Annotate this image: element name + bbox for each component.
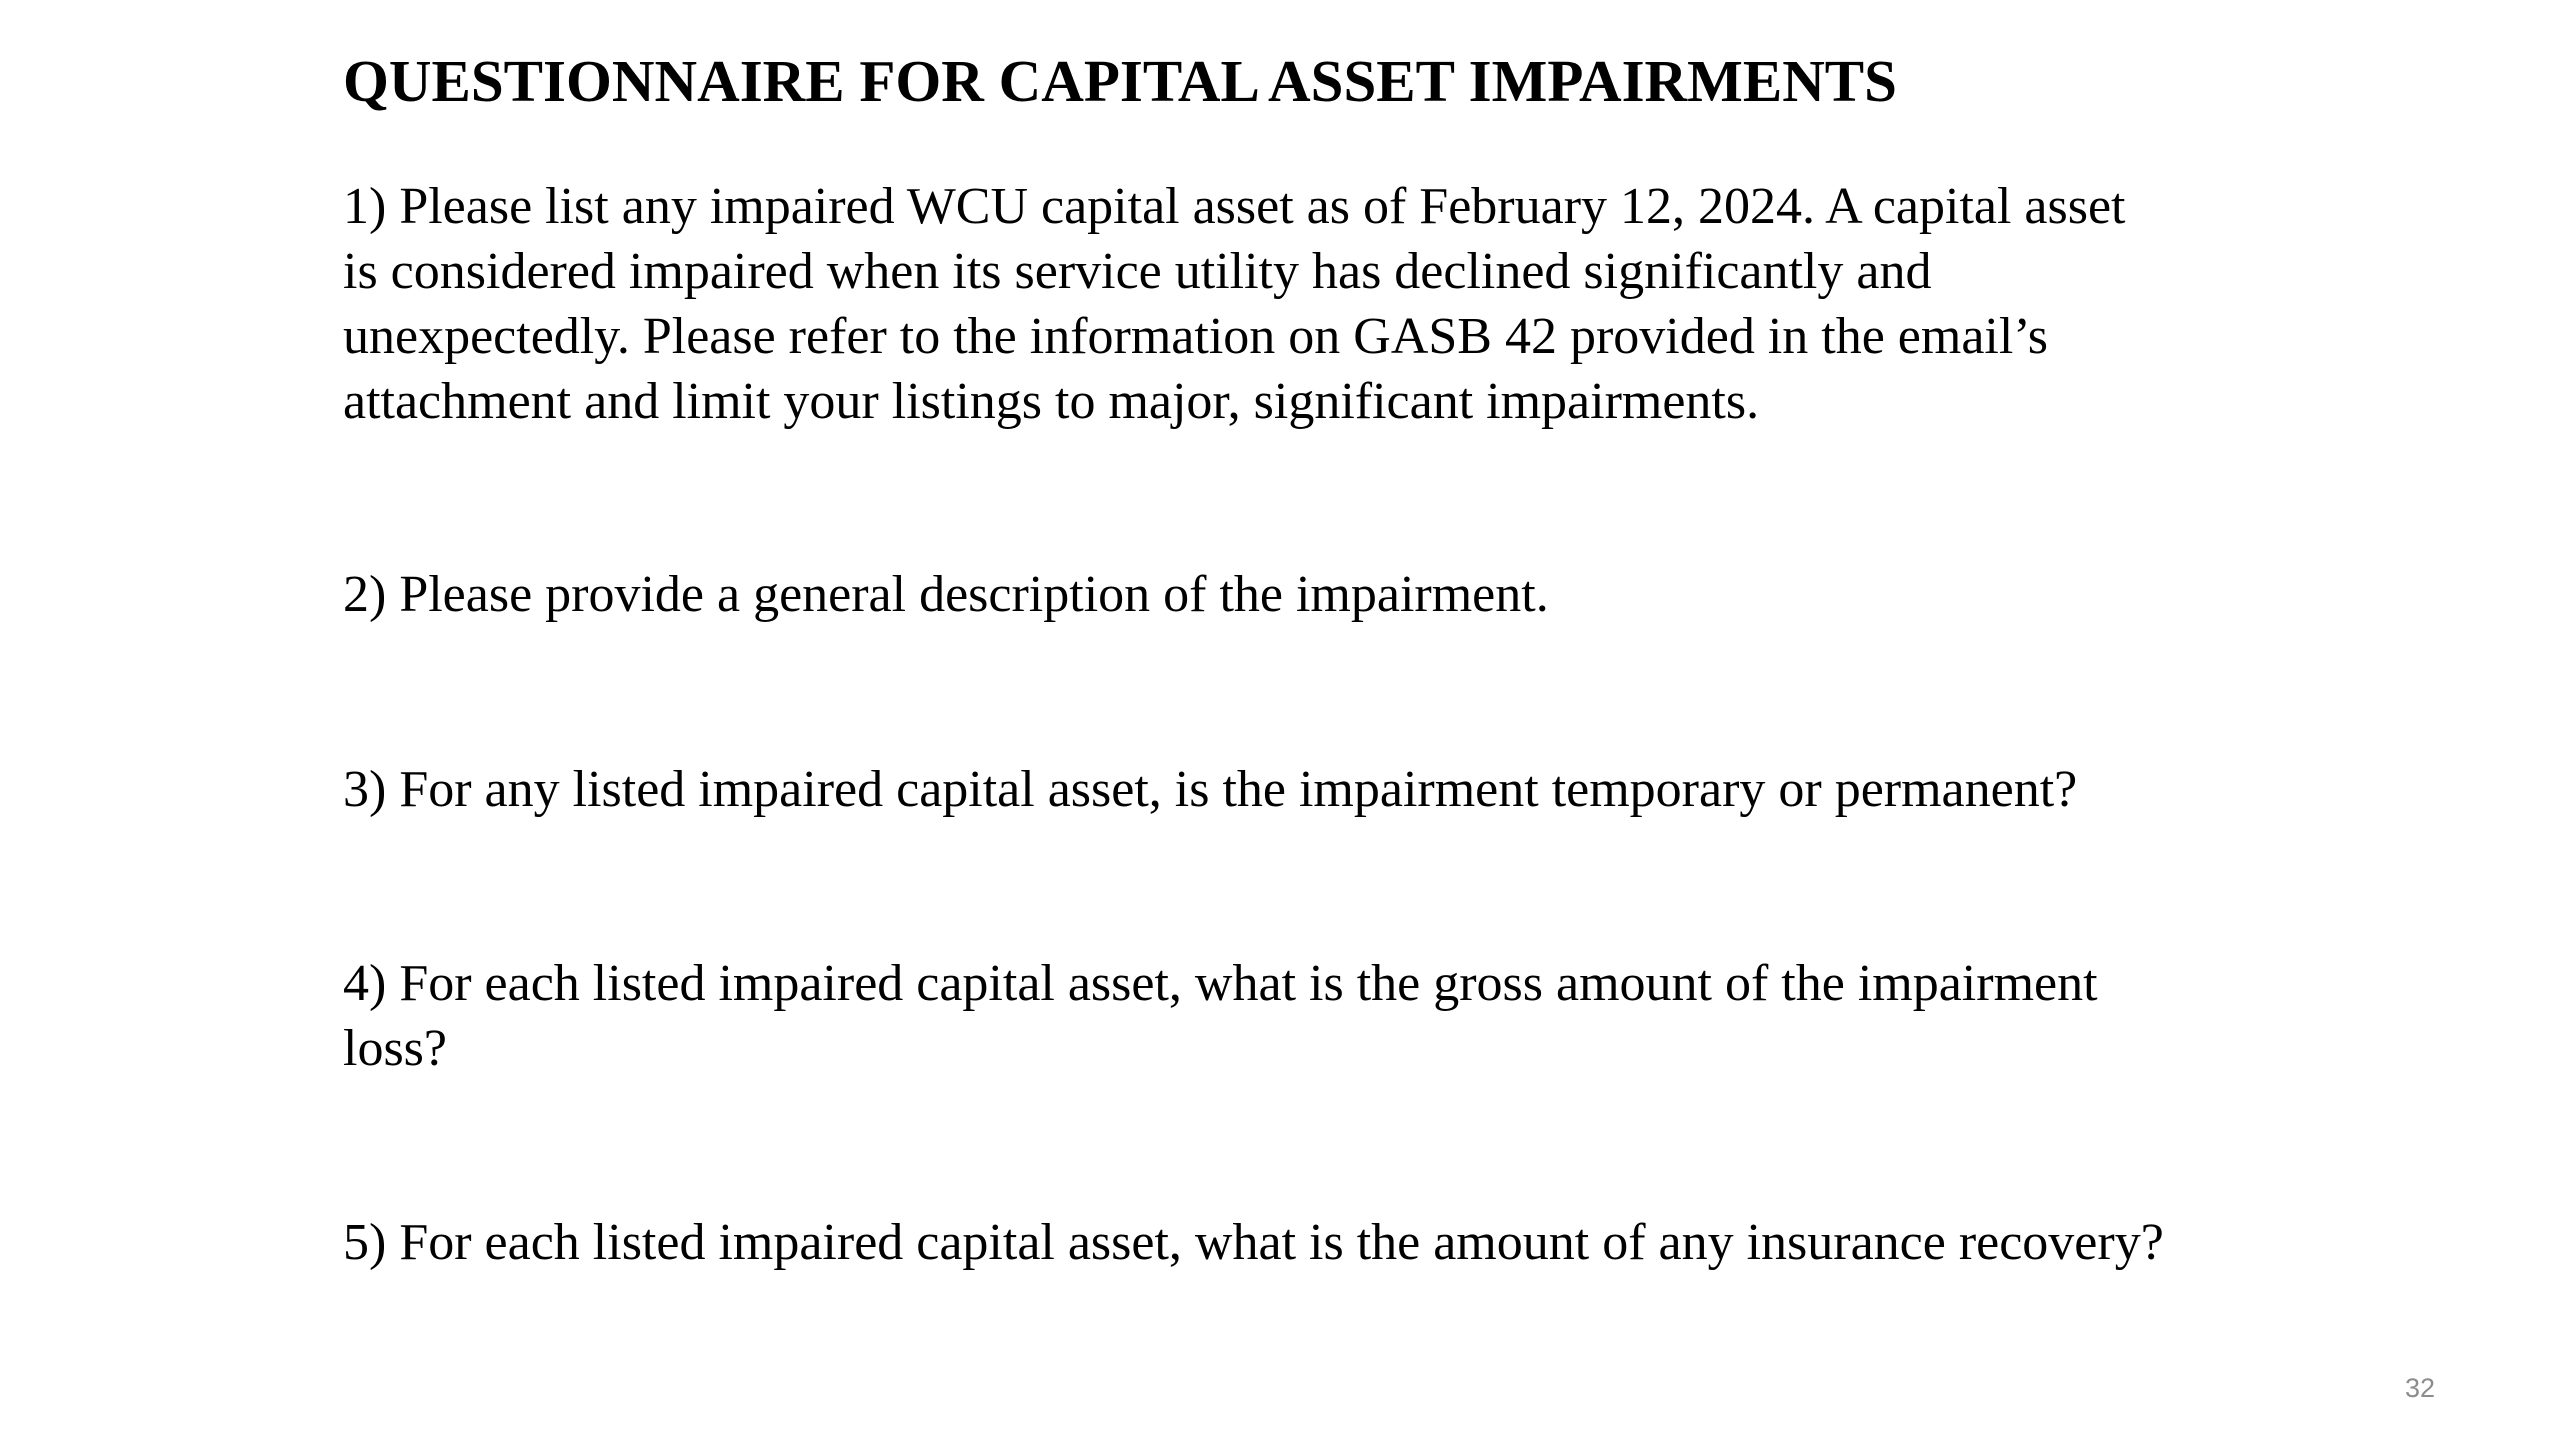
question-4: 4) For each listed impaired capital asset, what is the gross amount of the impairment loss? xyxy=(343,955,2098,1077)
slide-title: QUESTIONNAIRE FOR CAPITAL ASSET IMPAIRMENTS xyxy=(343,48,1897,114)
question-5: 5) For each listed impaired capital asset, what is the amount of any insurance recovery? xyxy=(343,1214,2164,1271)
question-3: 3) For any listed impaired capital asset, is the impairment temporary or permanent? xyxy=(343,761,2078,818)
page-number: 32 xyxy=(2405,1373,2436,1403)
question-2: 2) Please provide a general description of the impairment. xyxy=(343,566,1549,623)
question-1: 1) Please list any impaired WCU capital asset as of February 12, 2024. A capital asset is considered impaired when its service utility has declined significantly and unexpectedly. Please refer to the information on GASB 42 provided in the email’s attachment and limit your listings to major, significant impairments. xyxy=(343,178,2126,430)
